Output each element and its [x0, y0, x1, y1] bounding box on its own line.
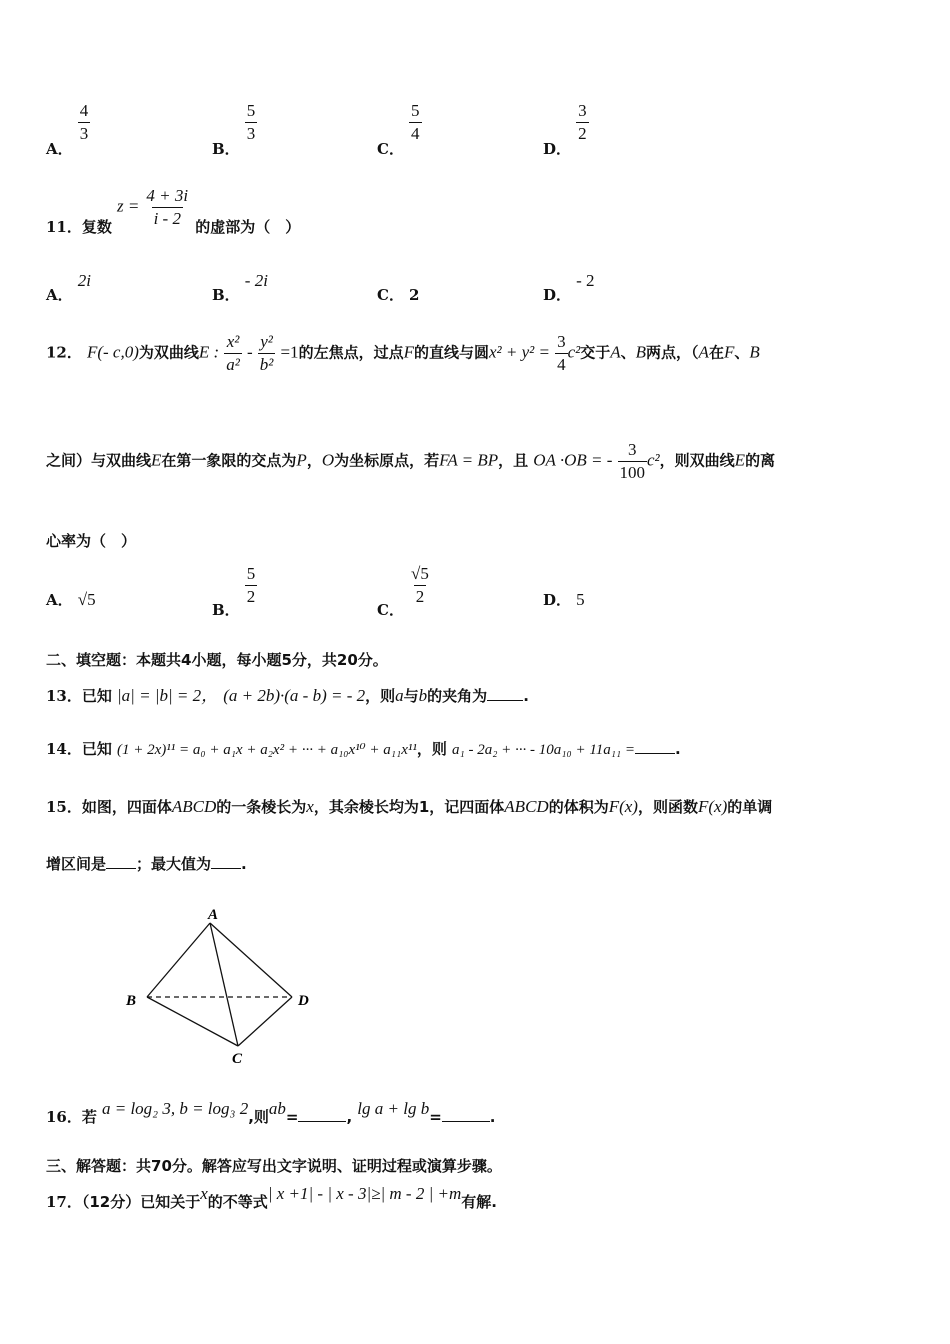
tetrahedron-figure	[120, 900, 320, 1070]
fraction: $\frac{5}{3}$	[246, 101, 256, 143]
q11-option-c[interactable]: C． 2	[377, 286, 420, 304]
vertex-d-label: D	[298, 993, 309, 1009]
fraction: $\frac{4}{3}$	[79, 101, 89, 143]
q11-option-b[interactable]: B． - 2i	[212, 271, 268, 304]
fraction: $\frac{3}{100}$	[619, 440, 645, 482]
q12-line1: 12． F(- c,0)为双曲线E : $\frac{\text{x²}}{\text{a²}}$ - $\frac{\text{y²}}{\text{b²}}$ =1的左焦点，过点F的直线与圆x² + y² = $\frac{3}{4}$ c²交于A、B两点，（A在F、B	[46, 332, 760, 374]
q17: 17．（12分）已知关于x的不等式| x +1| - | x - 3|≥| m - 2 | +m有解.	[46, 1184, 497, 1211]
edge-ad	[210, 923, 292, 997]
q11-option-d[interactable]: D． - 2	[543, 271, 595, 304]
q10-option-a[interactable]: A． $\frac{4}{3}$	[46, 101, 89, 158]
fraction: $\frac{3}{4}$	[557, 332, 566, 374]
answer-blank[interactable]	[442, 1107, 490, 1122]
q11-stem: 11．复数 z = $\frac{4 + 3i}{i - 2}$ 的虚部为（ ）	[46, 186, 301, 236]
vertex-b-label: B	[126, 993, 137, 1009]
edge-ab	[147, 923, 210, 997]
fraction: $\frac{4 + 3i}{i - 2}$	[146, 186, 189, 228]
fraction: $\frac{5}{4}$	[411, 101, 420, 143]
q12-option-a[interactable]: A． √5	[46, 590, 96, 609]
q14: 14．已知 (1 + 2x)¹¹ = a₀ + a₁x + a₂x² + ··· + a₁₀x¹⁰ + a₁₁x¹¹，则 a₁ - 2a₂ + ··· - 10a₁₀ + 11a₁₁ = .	[46, 740, 681, 758]
fraction: $\frac{5}{2}$	[246, 564, 256, 606]
answer-blank[interactable]	[106, 854, 136, 869]
vertex-a-label: A	[208, 907, 219, 923]
vertex-c-label: C	[232, 1051, 243, 1067]
q12-line2: 之间）与双曲线E在第一象限的交点为P，O为坐标原点，若FA = BP，且 OA ·OB = - $\frac{3}{100}$ c²，则双曲线E的离	[46, 440, 776, 482]
answer-blank[interactable]	[211, 854, 241, 869]
q15-line1: 15．如图，四面体ABCD的一条棱长为x，其余棱长均为1，记四面体ABCD的体积为F(x)，则函数F(x)的单调	[46, 797, 773, 816]
q10-option-d[interactable]: D． $\frac{3}{2}$	[543, 101, 587, 158]
edge-cd	[238, 997, 292, 1046]
edge-bc	[147, 997, 238, 1046]
fraction: $\frac{3}{2}$	[578, 101, 587, 143]
section-2-heading: 二、填空题：本题共4小题，每小题5分，共20分。	[46, 651, 388, 669]
q15-line2: 增区间是 ；最大值为 .	[46, 855, 247, 873]
answer-blank[interactable]	[635, 739, 675, 754]
q12-option-b[interactable]: B． $\frac{5}{2}$	[212, 564, 256, 619]
q11-option-a[interactable]: A． 2i	[46, 271, 91, 304]
q12-option-c[interactable]: C． $\frac{√5}{2}$	[377, 564, 429, 619]
edge-ac	[210, 923, 238, 1046]
q13: 13．已知 |a| = |b| = 2， (a + 2b)·(a - b) = - 2，则a与b的夹角为 .	[46, 686, 529, 705]
q16: 16．若 a = log₂ 3, b = log₃ 2,则ab= , lg a + lg b= .	[46, 1099, 496, 1126]
answer-blank[interactable]	[298, 1107, 346, 1122]
fraction: $\frac{\text{y²}}{\text{b²}}$	[259, 332, 274, 374]
q10-option-c[interactable]: C． $\frac{5}{4}$	[377, 101, 420, 158]
section-3-heading: 三、解答题：共70分。解答应写出文字说明、证明过程或演算步骤。	[46, 1157, 502, 1175]
fraction: $\frac{√5}{2}$	[411, 564, 429, 606]
q12-option-d[interactable]: D． 5	[543, 590, 585, 609]
q10-option-b[interactable]: B． $\frac{5}{3}$	[212, 101, 256, 158]
fraction: $\frac{\text{x²}}{\text{a²}}$	[226, 332, 240, 374]
q12-line3: 心率为（ ）	[46, 532, 137, 550]
answer-blank[interactable]	[487, 686, 523, 701]
